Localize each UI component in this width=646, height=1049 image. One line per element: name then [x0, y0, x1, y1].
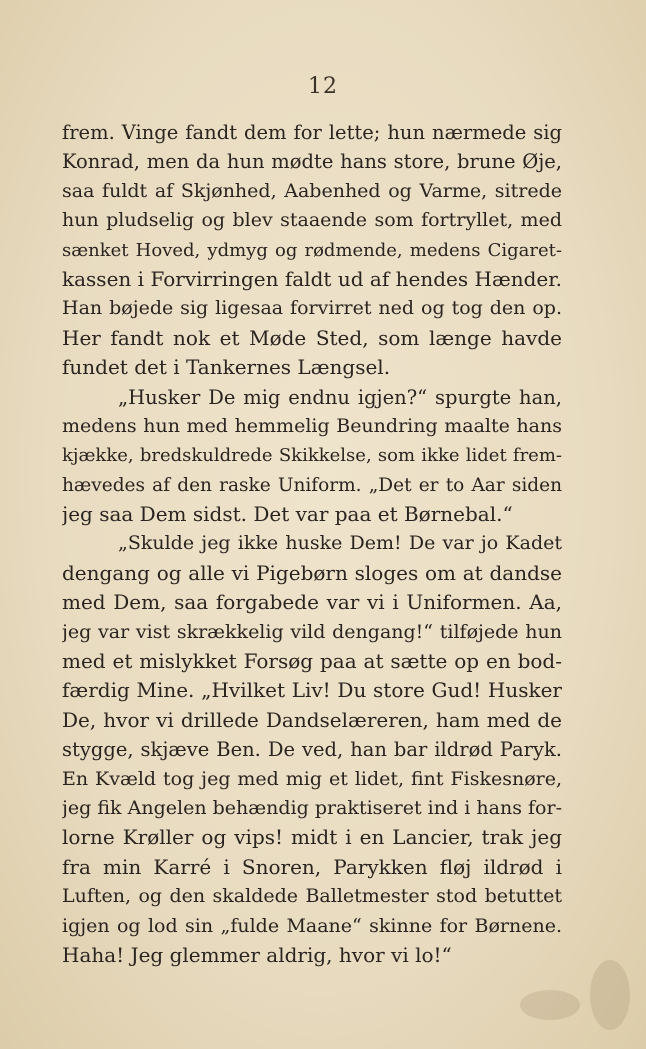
paper-stain	[590, 960, 630, 1030]
text-line: hun pludselig og blev staaende som fortryllet, med	[62, 209, 562, 232]
text-line: kassen i Forvirringen faldt ud af hendes Hænder.	[62, 266, 562, 291]
text-line: „Skulde jeg ikke huske Dem! De var jo Kadet	[118, 532, 562, 555]
text-line: igjen og lod sin „fulde Maane“ skinne for Børnene.	[62, 914, 562, 937]
body-text	[62, 118, 562, 970]
text-line: jeg saa Dem sidst. Det var paa et Børnebal.“	[62, 502, 513, 527]
text-line: medens hun med hemmelig Beundring maalte hans	[62, 414, 562, 437]
text-line: fundet det i Tankernes Længsel.	[62, 355, 391, 380]
text-line: saa fuldt af Skjønhed, Aabenhed og Varme, sitrede	[62, 179, 562, 202]
text-line: Han bøjede sig ligesaa forvirret ned og tog den op.	[62, 297, 562, 320]
paper-stain	[520, 990, 580, 1020]
text-line: „Husker De mig endnu igjen?“ spurgte han,	[118, 385, 562, 409]
text-line: frem. Vinge fandt dem for lette; hun nærmede sig	[62, 121, 562, 144]
text-line: fra min Karré i Snoren, Parykken fløj ildrød i	[62, 854, 562, 879]
text-line: En Kvæld tog jeg med mig et lidet, fint Fiskesnøre,	[62, 767, 562, 790]
text-line: med et mislykket Forsøg paa at sætte op en bod-	[62, 649, 562, 674]
text-line: med Dem, saa forgabede var vi i Uniformen. Aa,	[62, 590, 562, 615]
text-line: lorne Krøller og vips! midt i en Lancier, trak jeg	[62, 825, 562, 850]
text-line: færdig Mine. „Hvilket Liv! Du store Gud! Husker	[62, 678, 562, 703]
text-line: kjække, bredskuldrede Skikkelse, som ikke lidet frem-	[62, 445, 562, 467]
text-line: jeg fik Angelen behændig praktiseret ind i hans for-	[62, 796, 562, 819]
text-line: Haha! Jeg glemmer aldrig, hvor vi lo!“	[62, 942, 452, 967]
page-number: 12	[308, 74, 338, 99]
text-line: stygge, skjæve Ben. De ved, han bar ildrød Paryk.	[62, 738, 562, 762]
text-line: hævedes af den raske Uniform. „Det er to Aar siden	[62, 474, 562, 496]
text-line: Luften, og den skaldede Balletmester stod betuttet	[62, 885, 562, 908]
text-line: De, hvor vi drillede Dandselæreren, ham med de	[62, 707, 562, 732]
text-line: dengang og alle vi Pigebørn sloges om at dandse	[62, 560, 562, 585]
text-line: Her fandt nok et Møde Sted, som længe havde	[62, 325, 562, 350]
text-line: Konrad, men da hun mødte hans store, brune Øje,	[62, 150, 562, 174]
text-line: sænket Hoved, ydmyg og rødmende, medens Cigaret-	[62, 239, 562, 261]
text-line: jeg var vist skrækkelig vild dengang!“ tilføjede hun	[62, 620, 562, 643]
